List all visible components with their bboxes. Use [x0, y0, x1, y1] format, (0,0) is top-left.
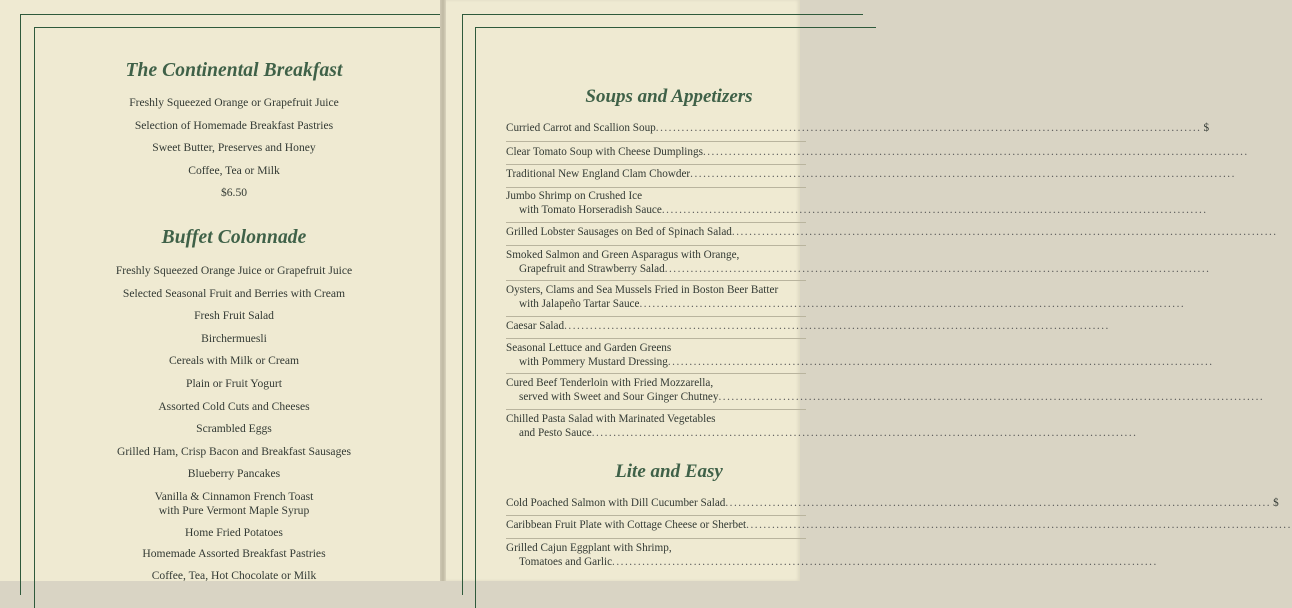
leader-dots: [703, 146, 1249, 160]
continental-price: $6.50: [220, 186, 248, 199]
menu-item: [506, 168, 806, 182]
leader-dots: [639, 298, 1185, 312]
menu-item: Selection of Homemade Breakfast Pastries: [134, 119, 334, 132]
item-detail: with Tomato Horseradish Sauce: [519, 203, 662, 216]
divider: [506, 538, 806, 539]
continental-breakfast-title: The Continental Breakfast: [125, 60, 343, 81]
menu-item: [506, 497, 1279, 511]
menu-item: [506, 284, 806, 311]
item-detail: with Pommery Mustard Dressing: [519, 355, 668, 368]
menu-item: [506, 519, 806, 533]
menu-item: Blueberry Pancakes: [187, 467, 281, 480]
leader-dots: [668, 356, 1214, 370]
item-detail: Tomatoes and Garlic: [519, 555, 613, 568]
menu-item: Assorted Cold Cuts and Cheeses: [158, 400, 310, 413]
divider: [506, 187, 806, 188]
item-name: Grilled Cajun Eggplant with Shrimp,: [506, 542, 672, 554]
soups-appetizers-title: Soups and Appetizers: [585, 86, 753, 107]
divider: [506, 316, 806, 317]
menu-item: Coffee, Tea or Milk: [188, 164, 280, 177]
leader-dots: [725, 497, 1271, 511]
leader-dots: [732, 226, 1278, 240]
divider: [506, 373, 806, 374]
menu-item: Freshly Squeezed Orange Juice or Grapefruit Juice: [115, 264, 353, 277]
menu-item: Sweet Butter, Preserves and Honey: [152, 141, 316, 154]
menu-item: Scrambled Eggs: [196, 422, 272, 435]
item-name: Curried Carrot and Scallion Soup: [506, 122, 656, 134]
item-name: Chilled Pasta Salad with Marinated Vegetables: [506, 413, 716, 425]
menu-item: Grilled Ham, Crisp Bacon and Breakfast Sausages: [116, 445, 352, 458]
item-name: Seasonal Lettuce and Garden Greens: [506, 342, 672, 354]
leader-dots: [656, 122, 1202, 136]
menu-item: Vanilla & Cinnamon French Toast: [154, 490, 314, 503]
menu-item: Coffee, Tea, Hot Chocolate or Milk: [151, 569, 317, 582]
item-price: $: [1273, 497, 1279, 509]
item-name: Smoked Salmon and Green Asparagus with Orange,: [506, 249, 740, 261]
divider: [506, 280, 806, 281]
divider: [506, 164, 806, 165]
menu-item: Fresh Fruit Salad: [194, 309, 274, 322]
item-detail: Grapefruit and Strawberry Salad: [519, 262, 665, 275]
item-name: Oysters, Clams and Sea Mussels Fried in Boston Beer Batter: [506, 284, 779, 296]
leader-dots: [746, 519, 1292, 533]
menu-item: [506, 377, 806, 404]
leader-dots: [592, 427, 1138, 441]
menu-item: Selected Seasonal Fruit and Berries with Cream: [122, 287, 346, 300]
item-name: Grilled Lobster Sausages on Bed of Spinach Salad: [506, 226, 732, 238]
leader-dots: [718, 391, 1264, 405]
divider: [506, 141, 806, 142]
item-name: Caribbean Fruit Plate with Cottage Cheese or Sherbet: [506, 519, 747, 531]
leader-dots: [612, 556, 1158, 570]
buffet-colonnade-title: Buffet Colonnade: [161, 227, 307, 248]
menu-right-page: [446, 0, 1279, 581]
item-detail: with Jalapeño Tartar Sauce: [519, 297, 640, 310]
menu-item: [506, 122, 1210, 136]
menu-item-detail: with Pure Vermont Maple Syrup: [158, 504, 310, 517]
menu-item: [506, 190, 806, 217]
item-price: $: [1203, 122, 1210, 134]
menu-item: [506, 226, 806, 240]
menu-item: [506, 342, 806, 369]
item-name: Cured Beef Tenderloin with Fried Mozzarella,: [506, 377, 714, 389]
menu-item: Plain or Fruit Yogurt: [186, 377, 282, 390]
menu-item: Freshly Squeezed Orange or Grapefruit Juice: [129, 96, 339, 109]
menu-item: Homemade Assorted Breakfast Pastries: [142, 547, 326, 560]
leader-dots: [564, 320, 1110, 334]
leader-dots: [665, 263, 1211, 277]
menu-item: [506, 146, 806, 160]
menu-item: Home Fried Potatoes: [185, 526, 283, 539]
menu-item: [506, 542, 806, 569]
lite-and-easy-title: Lite and Easy: [615, 461, 723, 482]
divider: [506, 338, 806, 339]
leader-dots: [662, 204, 1208, 218]
divider: [506, 409, 806, 410]
item-name: Clear Tomato Soup with Cheese Dumplings: [506, 146, 703, 158]
item-name: Traditional New England Clam Chowder: [506, 168, 691, 180]
leader-dots: [690, 168, 1236, 182]
divider: [506, 515, 806, 516]
item-detail: served with Sweet and Sour Ginger Chutney: [519, 390, 719, 403]
item-name: Cold Poached Salmon with Dill Cucumber Salad: [506, 497, 726, 509]
item-name: Caesar Salad: [506, 320, 565, 332]
menu-item: [506, 249, 806, 276]
divider: [506, 245, 806, 246]
item-name: Jumbo Shrimp on Crushed Ice: [506, 190, 643, 202]
divider: [506, 222, 806, 223]
menu-left-page: [0, 0, 441, 581]
menu-item: Cereals with Milk or Cream: [168, 354, 300, 367]
menu-item: Birchermuesli: [201, 332, 267, 345]
item-detail: and Pesto Sauce: [519, 426, 592, 439]
menu-item: [506, 320, 806, 334]
menu-item: [506, 413, 806, 440]
